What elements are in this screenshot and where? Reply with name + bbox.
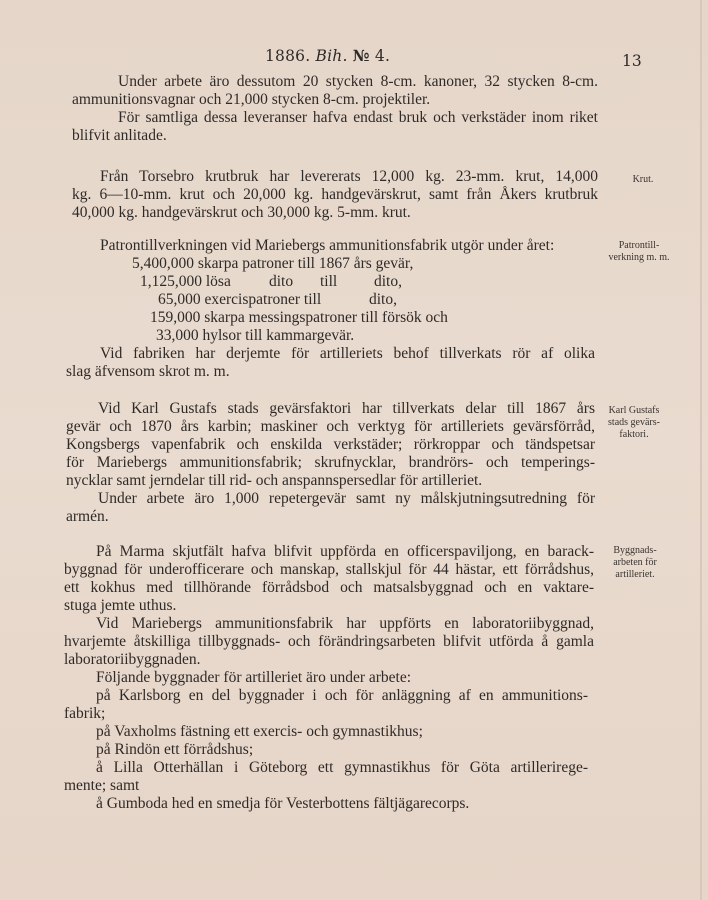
header-bih: Bih. bbox=[315, 47, 348, 65]
margin-note-line: arbeten för bbox=[613, 557, 657, 568]
table-desc: skarpa patroner till 1867 års gevär, bbox=[197, 255, 414, 272]
table-desc: exercispatroner till bbox=[204, 291, 322, 308]
margin-note-line: Karl Gustafs bbox=[608, 405, 660, 416]
table-dito: dito, bbox=[369, 291, 397, 308]
text-line: Under arbete äro dessutom 20 stycken 8-cm. kanoner, 32 stycken 8-cm. bbox=[118, 73, 598, 90]
table-desc: hylsor till kammargevär. bbox=[202, 327, 355, 344]
table-qty: 65,000 bbox=[158, 291, 201, 308]
table-row bbox=[156, 327, 354, 345]
header-title bbox=[265, 46, 390, 65]
table-row bbox=[132, 255, 413, 273]
table-dito: dito, bbox=[374, 273, 402, 290]
text-line: Vid fabriken har derjemte för artilleriets behof tillverkats rör af olika bbox=[100, 345, 595, 362]
text-line: hvarjemte åtskilliga tillbyggnads- och förändringsarbeten blifvit utförda å gamla bbox=[64, 633, 594, 650]
text-line: byggnad för underofficerare och manskap, stallskjul för 44 hästar, ett förrådshus, bbox=[64, 561, 594, 578]
text-line: på Karlsborg en del byggnader i och för anläggning af en ammunitions- bbox=[96, 687, 588, 704]
text-line: laboratoriibyggnaden. bbox=[64, 651, 201, 668]
text-line: fabrik; bbox=[64, 705, 106, 722]
table-qty: 159,000 bbox=[150, 309, 201, 326]
table-dito: dito bbox=[269, 273, 294, 290]
page-number: 13 bbox=[622, 52, 642, 70]
margin-note-patrontillverkning bbox=[598, 240, 680, 264]
margin-note-line: faktori. bbox=[619, 429, 649, 440]
text-line: Kongsbergs vapenfabrik och enskilda verkstäder; rörkroppar och tändspetsar bbox=[66, 436, 595, 453]
table-qty: 1,125,000 bbox=[140, 273, 202, 290]
text-line: 40,000 kg. handgevärskrut och 30,000 kg. 5-mm. krut. bbox=[72, 204, 411, 221]
text-line: å Lilla Otterhällan i Göteborg ett gymnastikhus för Göta artilleriregе- bbox=[96, 759, 588, 776]
text-line: slag äfvensom skrot m. m. bbox=[66, 363, 230, 380]
table-row bbox=[140, 273, 231, 291]
text-line: stuga jemte uthus. bbox=[64, 597, 177, 614]
margin-note-krut bbox=[618, 174, 668, 186]
text-line: mente; samt bbox=[64, 777, 140, 794]
text-line: Vid Karl Gustafs stads gevärsfaktori har tillverkats delar till 1867 års bbox=[98, 400, 595, 417]
text-line: å Gumboda hed en smedja för Vesterbottens fältjägarecorps. bbox=[96, 795, 470, 812]
text-line: armén. bbox=[66, 508, 109, 525]
margin-note-line: stads gevärs- bbox=[608, 417, 660, 428]
text-line: Följande byggnader för artilleriet äro under arbete: bbox=[96, 669, 412, 686]
table-desc: lösa bbox=[205, 273, 231, 290]
margin-note-line: artilleriet. bbox=[615, 569, 655, 580]
table-till: till bbox=[320, 273, 338, 290]
header-no-sign: № bbox=[352, 46, 370, 65]
text-line: På Marma skjutfält hafva blifvit uppförda en officerspaviljong, en barack- bbox=[96, 543, 594, 560]
margin-note-byggnadsarbeten bbox=[598, 545, 672, 581]
margin-note-line: Patrontill- bbox=[618, 240, 660, 251]
table-qty: 5,400,000 bbox=[132, 255, 194, 272]
text-line: på Vaxholms fästning ett exercis- och gymnastikhus; bbox=[96, 723, 423, 740]
text-line: på Rindön ett förrådshus; bbox=[96, 741, 254, 758]
text-line: Patrontillverkningen vid Mariebergs ammunitionsfabrik utgör under året: bbox=[100, 237, 555, 254]
text-line: kg. 6—10-mm. krut och 20,000 kg. handgevärskrut, samt från Åkers krutbruk bbox=[72, 186, 598, 203]
margin-note-karl-gustafs bbox=[594, 405, 674, 441]
text-line: Vid Mariebergs ammunitionsfabrik har uppförts en laboratoriibyggnad, bbox=[96, 615, 594, 632]
text-line: ammunitionsvagnar och 21,000 stycken 8-cm. projektiler. bbox=[72, 91, 431, 108]
margin-note-line: verkning m. m. bbox=[608, 252, 670, 263]
text-line: gevär och 1870 års karbin; maskiner och verktyg för artilleriets gevärsförråd, bbox=[66, 418, 595, 435]
text-line: ett kokhus med tillhörande förrådsbod och matsalsbyggnad och en vaktare- bbox=[64, 579, 594, 596]
text-line: blifvit anlitade. bbox=[72, 127, 167, 144]
table-qty: 33,000 bbox=[156, 327, 199, 344]
header-year: 1886. bbox=[265, 47, 311, 65]
table-row bbox=[150, 309, 448, 327]
table-row bbox=[158, 291, 321, 309]
text-line: nycklar samt jerndelar till rid- och anspannspersedlar för artilleriet. bbox=[66, 472, 483, 489]
margin-note-line: Byggnads- bbox=[613, 545, 657, 556]
text-line: Från Torsebro krutbruk har levererats 12,000 kg. 23-mm. krut, 14,000 bbox=[100, 168, 598, 185]
header-bih-number: 4. bbox=[374, 47, 391, 65]
text-line: för Mariebergs ammunitionsfabrik; skrufnycklar, brandrörs- och temperings- bbox=[66, 454, 595, 471]
table-desc: skarpa messingspatroner till försök och bbox=[204, 309, 448, 326]
page-edge bbox=[700, 0, 702, 900]
running-header bbox=[0, 46, 708, 68]
text-line: För samtliga dessa leveranser hafva endast bruk och verkstäder inom riket bbox=[118, 109, 598, 126]
margin-note-line: Krut. bbox=[632, 174, 654, 185]
text-line: Under arbete äro 1,000 repetergevär samt ny målskjutningsutredning för bbox=[98, 490, 595, 507]
